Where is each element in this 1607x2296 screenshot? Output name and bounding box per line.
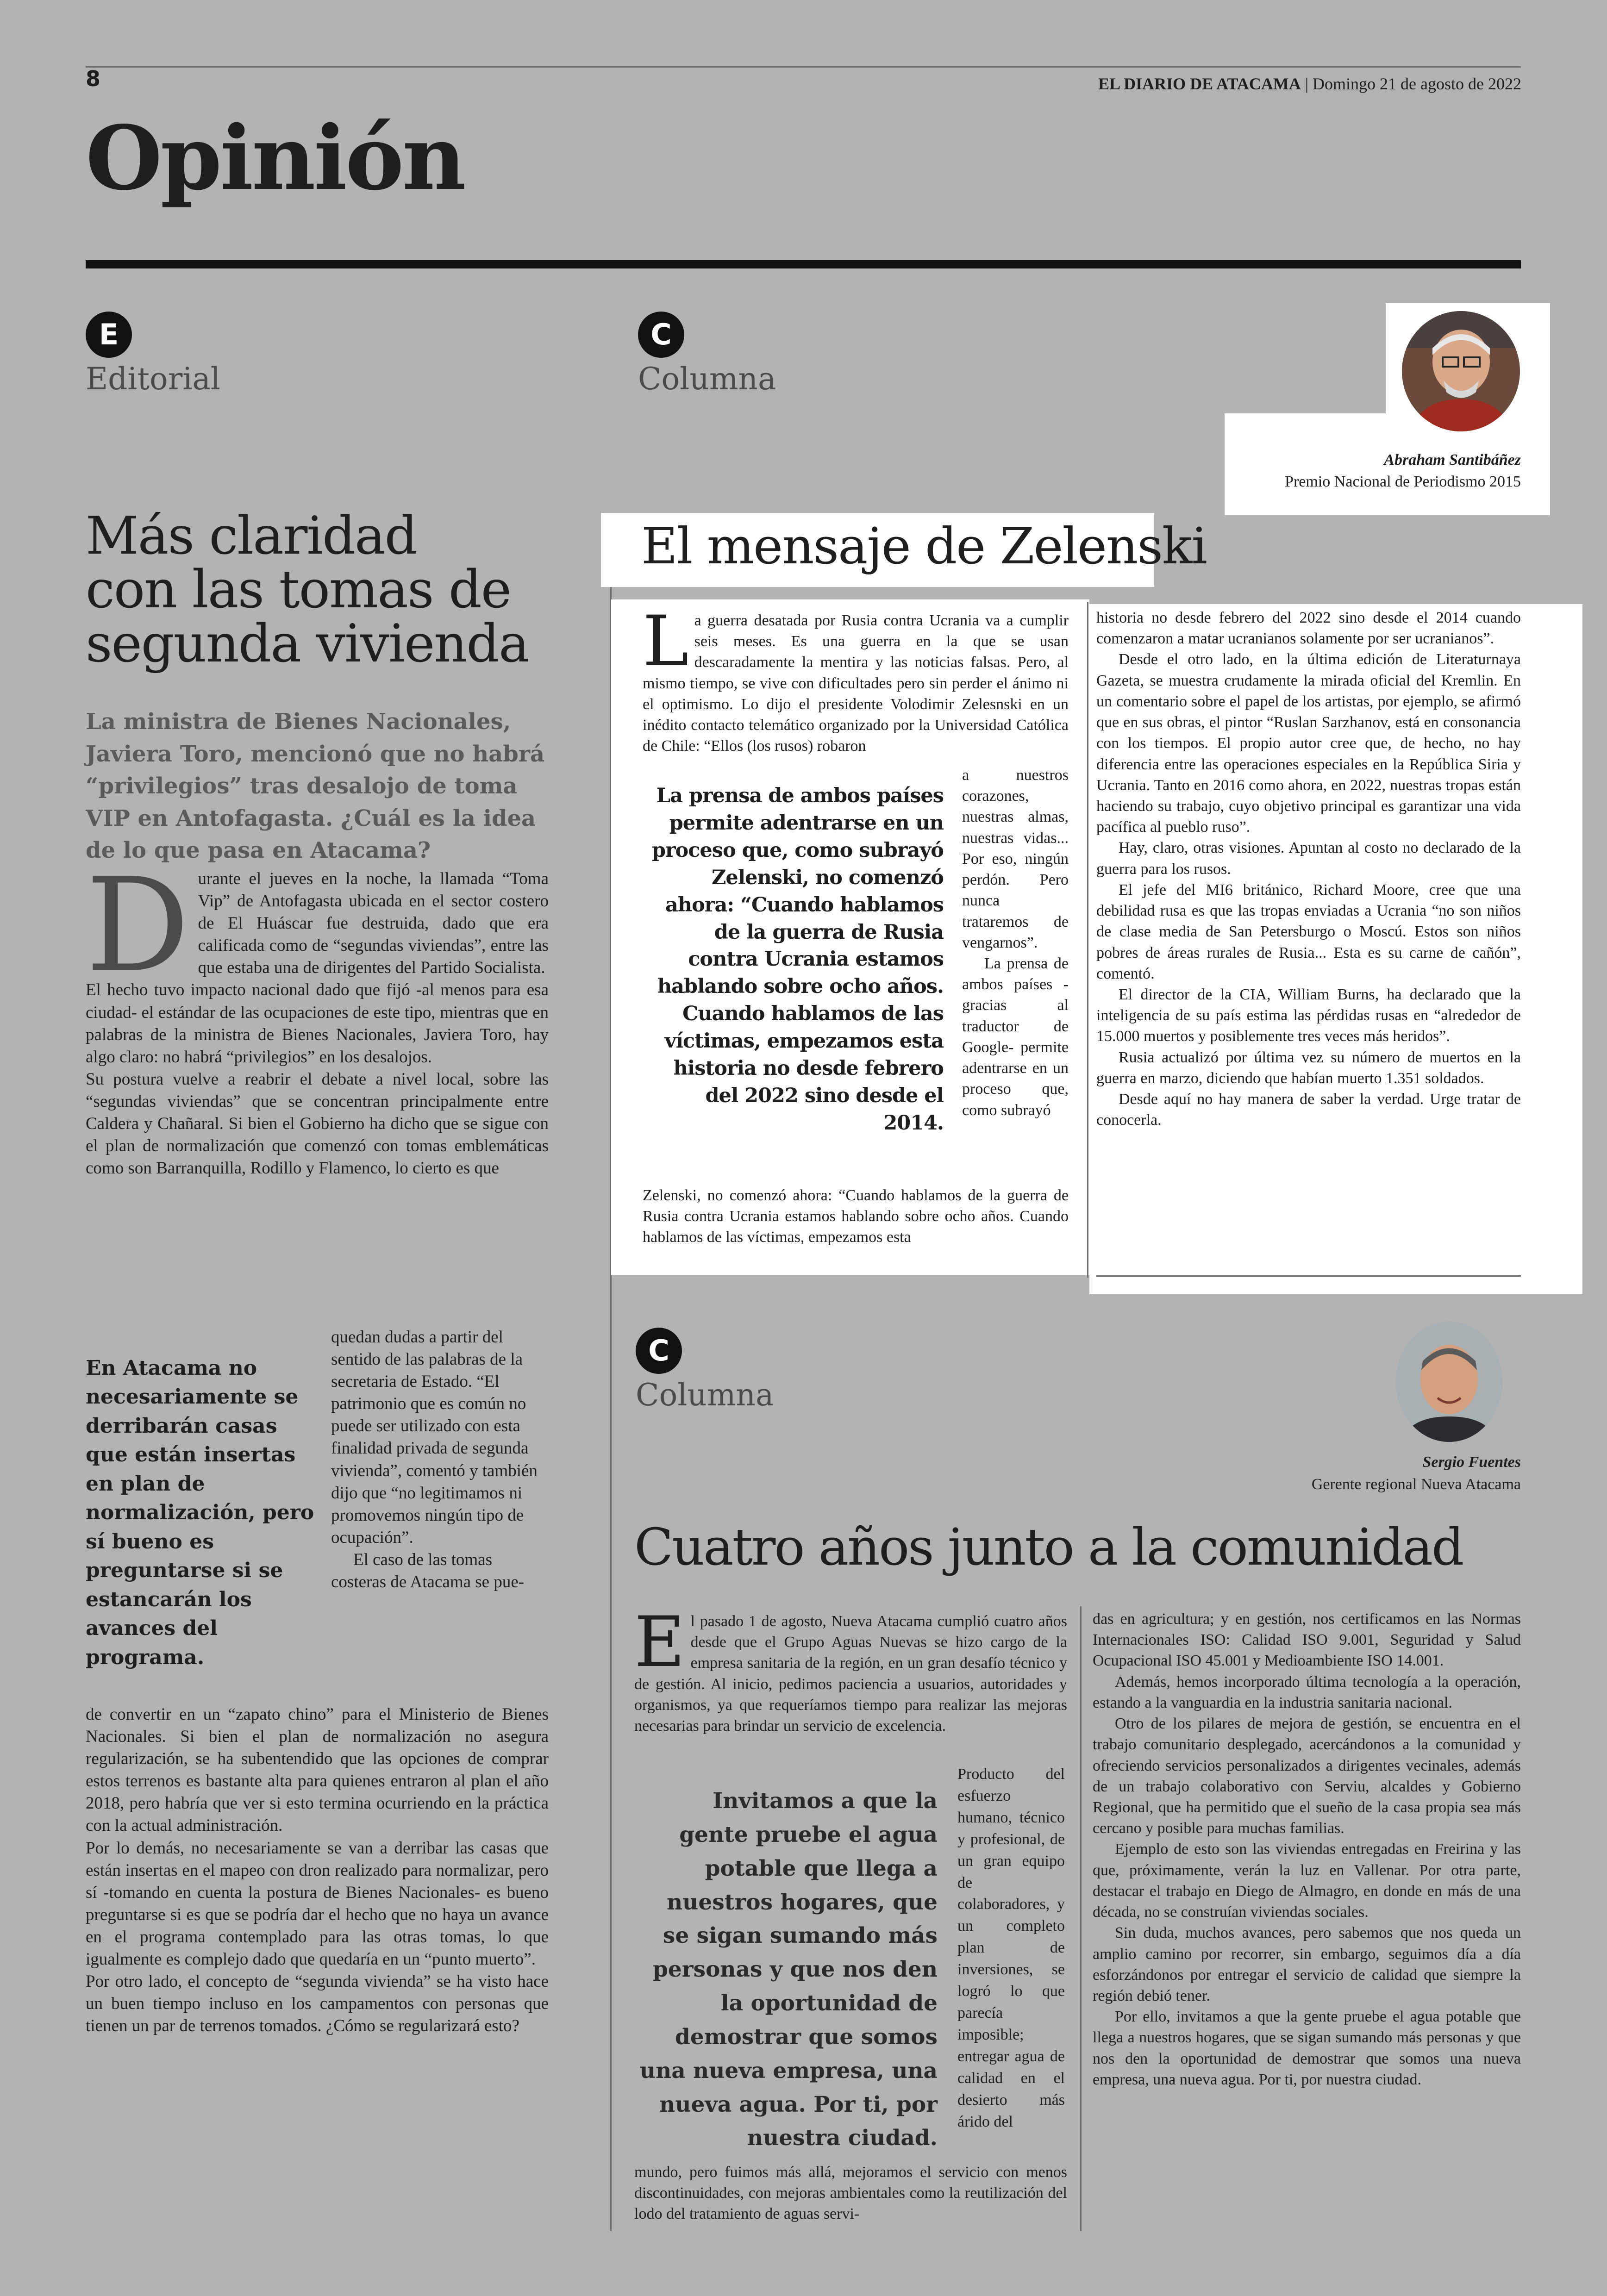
column1-right-text — [1096, 607, 1521, 1130]
column2-paragraph: l pasado 1 de agosto, Nueva Atacama cumplió cuatro años desde que el Grupo Aguas Nuevas se hizo cargo de la empresa sanitaria de la región, en un gran desafío técnico y de gestión. Al inicio, pedimos paciencia a usuarios, autoridades y organismos, ya que requeríamos tiempo para realizar las mejoras necesarias para brindar un servicio de excelencia. — [634, 1613, 1067, 1735]
editorial-pull-quote: En Atacama no necesariamente se derribarán casas que están insertas en plan de normalización, pero sí bueno es preguntarse si se estancarán los avances del programa. — [86, 1356, 314, 1669]
column2-paragraph: Además, hemos incorporado última tecnología a la operación, estando a la vanguardia en la industria sanitaria nacional. — [1093, 1673, 1521, 1711]
column1-pull-quote: La prensa de ambos países permite adentrarse en un proceso que, como subrayó Zelenski, no comenzó ahora: “Cuando hablamos de la guerra de Rusia contra Ucrania estamos hablando sobre ocho años. Cuando hablamos de las víctimas, empezamos esta historia no desde febrero del 2022 sino desde el 2014. — [651, 784, 944, 1135]
editorial-headline-line: con las tomas de — [86, 560, 511, 620]
top-rule — [86, 66, 1521, 68]
column1-paragraph: El director de la CIA, William Burns, ha declarado que la inteligencia de su país estima las pérdidas rusas en “alrededor de 15.000 muertos y posiblemente tres veces más heridos”. — [1096, 986, 1521, 1045]
column2-divider — [1080, 1606, 1082, 2231]
column1-intro — [643, 601, 1069, 757]
column1-author-role: Premio Nacional de Periodismo 2015 — [1285, 473, 1521, 490]
column2-intro — [634, 1602, 1067, 1736]
editorial-headline-line: segunda vivienda — [86, 613, 529, 674]
paper-name: EL DIARIO DE ATACAMA — [1098, 75, 1301, 93]
column1-narrow — [962, 765, 1069, 1121]
editorial-paragraph: El caso de las tomas costeras de Atacama se pue- — [331, 1550, 525, 1592]
column1-headline: El mensaje de Zelenski — [641, 518, 1207, 575]
column1-divider — [1087, 602, 1088, 1278]
editorial-badge: E — [86, 312, 132, 358]
column2-paragraph: Sin duda, muchos avances, pero sabemos que nos queda un amplio camino por recorrer, sin embargo, seguimos día a día esforzándonos por entregar el servicio de calidad que siempre la región debió tener. — [1093, 1924, 1521, 2004]
editorial-kind: Editorial — [86, 361, 220, 397]
editorial-paragraph: urante el jueves en la noche, la llamada “Toma Vip” de Antofagasta ubicada en el sector costero de El Huáscar fue destruida, dado que era calificada como de “segundas viviendas”, entre las que estaba una de dirigentes del Partido Socialista. — [198, 869, 549, 978]
column1-author-photo — [1402, 311, 1520, 431]
column1-paragraph: Rusia actualizó por última vez su número de muertos en la guerra en marzo, diciendo que habían muerto 1.351 soldados. — [1096, 1048, 1521, 1087]
column1-author-name: Abraham Santibáñez — [1384, 451, 1521, 468]
portrait-icon — [1396, 1322, 1502, 1442]
editorial-paragraph: El hecho tuvo impacto nacional dado que fijó -al menos para esa ciudad- el estándar de las ocupaciones de este tipo, mientras que en palabras de la ministra de Bienes Nacionales, Javiera Toro, hay algo claro: no habrá “privilegios” en los desalojos. — [86, 980, 549, 1067]
editorial-body-narrow — [331, 1326, 549, 1593]
column2-narrow — [957, 1764, 1065, 2133]
editorial-headline — [86, 506, 572, 674]
column2-tail — [634, 2162, 1067, 2225]
column2-dropcap: E — [634, 1602, 685, 1683]
masthead-separator: | — [1305, 75, 1313, 93]
column1-paragraph: El jefe del MI6 británico, Richard Moore, cree que una debilidad rusa es que las tropas enviadas a Ucrania “no son niños de clase media de San Petersburgo o Moscú. Estos son niños pobres de áreas rurales de Rusia... Esta es su carne de cañón”, comentó. — [1096, 881, 1521, 982]
section-rule — [86, 260, 1521, 268]
editorial-body-bottom — [86, 1703, 549, 2037]
page-number: 8 — [86, 66, 101, 91]
column1-paragraph: historia no desde febrero del 2022 sino desde el 2014 cuando comenzaron a matar ucranianos solamente por ser ucranianos”. — [1096, 609, 1521, 648]
section-title: Opinión — [86, 106, 464, 210]
editorial-lede: La ministra de Bienes Nacionales, Javiera Toro, mencionó que no habrá “privilegios” tras desalojo de toma VIP en Antofagasta. ¿Cuál es la idea de lo que pasa en Atacama? — [86, 709, 545, 864]
column1-badge: C — [638, 312, 684, 358]
column1-paragraph: Desde el otro lado, en la última edición de Literaturnaya Gazeta, se muestra crudamente la mirada oficial del Kremlin. En un comentario sobre el papel de los artistas, por ejemplo, se afirmó que en sus obras, el pintor “Ruslan Sarzhanov, está en consonancia con los tiempos. El propio autor cree que, de hecho, no hay diferencia entre las operaciones especiales en la República Siria y Ucrania. Tanto en 2016 como ahora, en 2022, nuestras tropas están haciendo su trabajo, cuyo objetivo principal es garantizar una vida pacífica al pueblo ruso”. — [1096, 651, 1521, 836]
column1-kind: Columna — [638, 361, 776, 397]
column2-paragraph: das en agricultura; y en gestión, nos certificamos en las Normas Internacionales ISO: Calidad ISO 9.001, Seguridad y Salud Ocupacional ISO 45.001 y Medioambiente ISO 14.001. — [1093, 1610, 1521, 1670]
editorial-paragraph: Su postura vuelve a reabrir el debate a nivel local, sobre las “segundas viviendas” que se concentran principalmente entre Caldera y Chañaral. Si bien el Gobierno ha dicho que se sigue con el plan de normalización que comenzó con tomas emblemáticas como son Barranquilla, Rodillo y Flamenco, lo cierto es que — [86, 1069, 549, 1178]
column1-dropcap: L — [643, 601, 689, 682]
column2-paragraph: Otro de los pilares de mejora de gestión, se encuentra en el trabajo comunitario desplegado, acercándonos a la comunidad y ofreciendo servicios personalizados a dirigentes vecinales, además de un trabajo colaborativo con Serviu, alcaldes y Gobierno Regional, que ha permitido que el sueño de la casa propia sea más cercano y posible para muchas familias. — [1093, 1715, 1521, 1837]
editorial-paragraph: Por lo demás, no necesariamente se van a derribar las casas que están insertas en el mapeo con dron realizado para normalizar, pero sí -tomando en cuenta la postura de Bienes Nacionales- es bueno preguntarse si es que se podría dar el hecho que no haya un avance en el programa contemplado para las otras tomas, lo que igualmente es complejo dado que quedaría en un “punto muerto”. — [86, 1838, 549, 1969]
column2-author-photo — [1396, 1322, 1502, 1442]
masthead — [1098, 74, 1521, 94]
column2-paragraph: mundo, pero fuimos más allá, mejoramos el servicio con menos discontinuidades, con mejoras ambientales como la reutilización del lodo del tratamiento de aguas servi- — [634, 2164, 1067, 2223]
column1-end-rule — [1096, 1275, 1521, 1277]
column2-pull-quote: Invitamos a que la gente pruebe el agua potable que llega a nuestros hogares, que se sigan sumando más personas y que nos den la oportunidad de demostrar que somos una nueva empresa, una nueva agua. Por ti, por nuestra ciudad. — [639, 1788, 938, 2151]
column2-paragraph: Por ello, invitamos a que la gente pruebe el agua potable que llega a nuestros hogares, que se sigan sumando más personas y que nos den la oportunidad de demostrar que somos una nueva empresa, una nueva agua. Por ti, por nuestra ciudad. — [1093, 2008, 1521, 2088]
portrait-icon — [1402, 311, 1520, 431]
column2-paragraph: Producto del esfuerzo humano, técnico y profesional, de un gran equipo de colaboradores, y un completo plan de inversiones, se logró lo que parecía imposible; entregar agua de calidad en el desierto más árido del — [957, 1766, 1065, 2130]
column2-kind: Columna — [636, 1377, 774, 1413]
column2-headline: Cuatro años junto a la comunidad — [634, 1517, 1463, 1577]
column2-author-name: Sergio Fuentes — [1422, 1454, 1521, 1471]
column1-paragraph: Hay, claro, otras visiones. Apuntan al costo no declarado de la guerra para los rusos. — [1096, 839, 1521, 878]
column1-paragraph: a guerra desatada por Rusia contra Ucrania va a cumplir seis meses. Es una guerra en la que se usan descaradamente la mentira y las noticias falsas. Pero, al mismo tiempo, se vive con dificultades pero sin perder el ánimo ni el optimismo. Lo dijo el presidente Volodimir Zelesnski en un inédito contacto telemático organizado por la Universidad Católica de Chile: “Ellos (los rusos) robaron — [643, 612, 1069, 755]
column1-paragraph: Zelenski, no comenzó ahora: “Cuando hablamos de la guerra de Rusia contra Ucrania estamos hablando sobre ocho años. Cuando hablamos de las víctimas, empezamos esta — [643, 1187, 1069, 1246]
column2-badge: C — [636, 1328, 682, 1374]
column2-right-text — [1093, 1609, 1521, 2090]
editorial-headline-line: Más claridad — [86, 506, 417, 566]
column1-tail — [643, 1185, 1069, 1248]
column2-author-role: Gerente regional Nueva Atacama — [1311, 1476, 1521, 1493]
column2-paragraph: Ejemplo de esto son las viviendas entregadas en Freirina y las que, próximamente, verán la luz en Vallenar. Por otra parte, destacar el trabajo en Diego de Almagro, en donde en más de una década, no se construían viviendas sociales. — [1093, 1841, 1521, 1921]
edition-date: Domingo 21 de agosto de 2022 — [1313, 75, 1521, 93]
editorial-paragraph: de convertir en un “zapato chino” para el Ministerio de Bienes Nacionales. Si bien el plan de normalización no asegura regularización, se ha subentendido que las opciones de comprar estos terrenos es bastante alta para quienes entraron al plan el año 2018, pero habría que ver si esto termina ocurriendo en la práctica con la actual administración. — [86, 1705, 549, 1835]
editorial-paragraph: quedan dudas a partir del sentido de las palabras de la secretaria de Estado. “El patrimonio que es común no puede ser utilizado con esta finalidad privada de segunda vivienda”, comentó y también dijo que “no legitimamos ni promovemos ningún tipo de ocupación”. — [331, 1328, 538, 1547]
column1-paragraph: a nuestros corazones, nuestras almas, nuestras vidas... Por eso, ningún perdón. Pero nunca trataremos de vengarnos”. — [962, 767, 1069, 951]
editorial-dropcap: D — [86, 850, 190, 1001]
editorial-paragraph: Por otro lado, el concepto de “segunda vivienda” se ha visto hace un buen tiempo incluso en los campamentos con personas que tienen un par de terrenos tomados. ¿Cómo se regularizará esto? — [86, 1972, 549, 2036]
column1-paragraph: Desde aquí no hay manera de saber la verdad. Urge tratar de conocerla. — [1096, 1091, 1521, 1129]
editorial-body-top — [86, 850, 549, 1179]
column1-paragraph: La prensa de ambos países -gracias al traductor de Google- permite adentrarse en un proceso que, como subrayó — [962, 955, 1069, 1119]
